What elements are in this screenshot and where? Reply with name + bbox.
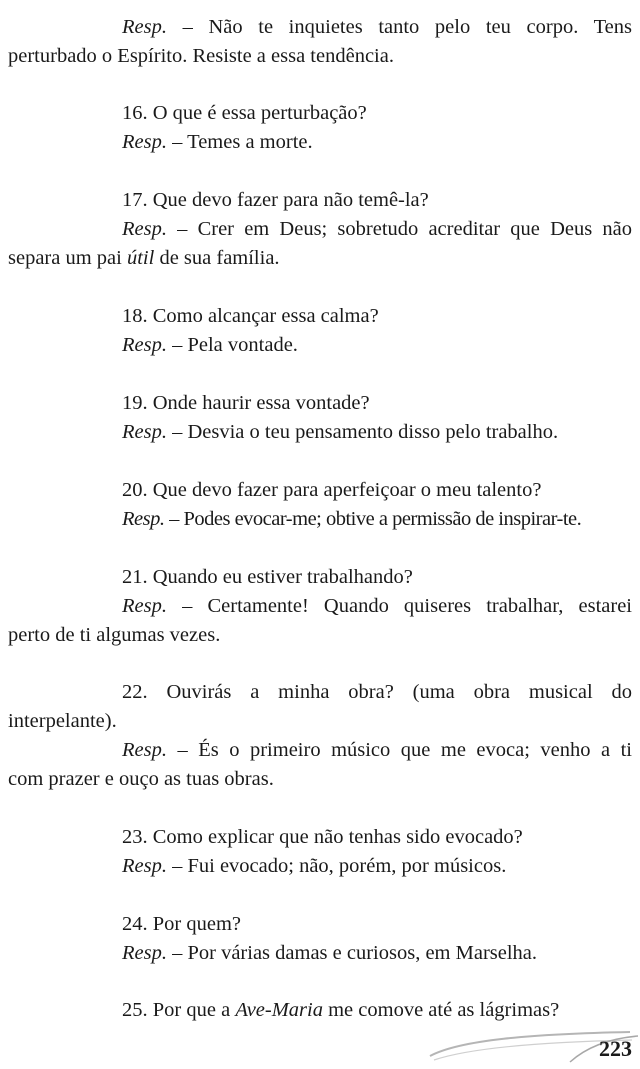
- question-24: 24. Por quem?: [122, 913, 241, 935]
- question-23: 23. Como explicar que não tenhas sido evocado?: [122, 826, 523, 848]
- question-20: 20. Que devo fazer para aperfeiçoar o meu talento?: [122, 479, 542, 501]
- question-16: 16. O que é essa perturbação?: [122, 102, 367, 124]
- question-18: 18. Como alcançar essa calma?: [122, 305, 379, 327]
- question-22: 22. Ouvirás a minha obra? (uma obra musical do: [122, 681, 632, 703]
- answer-19: Resp. – Desvia o teu pensamento disso pelo trabalho.: [122, 421, 559, 443]
- answer-22-cont: com prazer e ouço as tuas obras.: [8, 768, 274, 790]
- answer-23: Resp. – Fui evocado; não, porém, por músicos.: [122, 855, 507, 877]
- question-22-cont: interpelante).: [8, 710, 117, 732]
- resp-label: Resp.: [122, 16, 167, 38]
- question-19: 19. Onde haurir essa vontade?: [122, 392, 370, 414]
- text-line: Resp. – Não te inquietes tanto pelo teu corpo. Tens: [122, 16, 632, 38]
- answer-21: Resp. – Certamente! Quando quiseres trabalhar, estarei: [122, 595, 632, 617]
- question-21: 21. Quando eu estiver trabalhando?: [122, 566, 413, 588]
- answer-16: Resp. – Temes a morte.: [122, 131, 313, 153]
- answer-17: Resp. – Crer em Deus; sobretudo acreditar que Deus não: [122, 218, 632, 240]
- answer-21-cont: perto de ti algumas vezes.: [8, 624, 221, 646]
- answer-20: Resp. – Podes evocar-me; obtive a permissão de inspirar-te.: [122, 508, 582, 530]
- page-number: 223: [599, 1036, 632, 1061]
- answer-17-cont: separa um pai útil de sua família.: [8, 247, 280, 269]
- answer-18: Resp. – Pela vontade.: [122, 334, 298, 356]
- answer-24: Resp. – Por várias damas e curiosos, em Marselha.: [122, 942, 538, 964]
- text-line: perturbado o Espírito. Resiste a essa tendência.: [8, 45, 394, 67]
- question-25: 25. Por que a Ave-Maria me comove até as lágrimas?: [122, 999, 560, 1021]
- question-17: 17. Que devo fazer para não temê-la?: [122, 189, 429, 211]
- answer-22: Resp. – És o primeiro músico que me evoca; venho a ti: [122, 739, 632, 761]
